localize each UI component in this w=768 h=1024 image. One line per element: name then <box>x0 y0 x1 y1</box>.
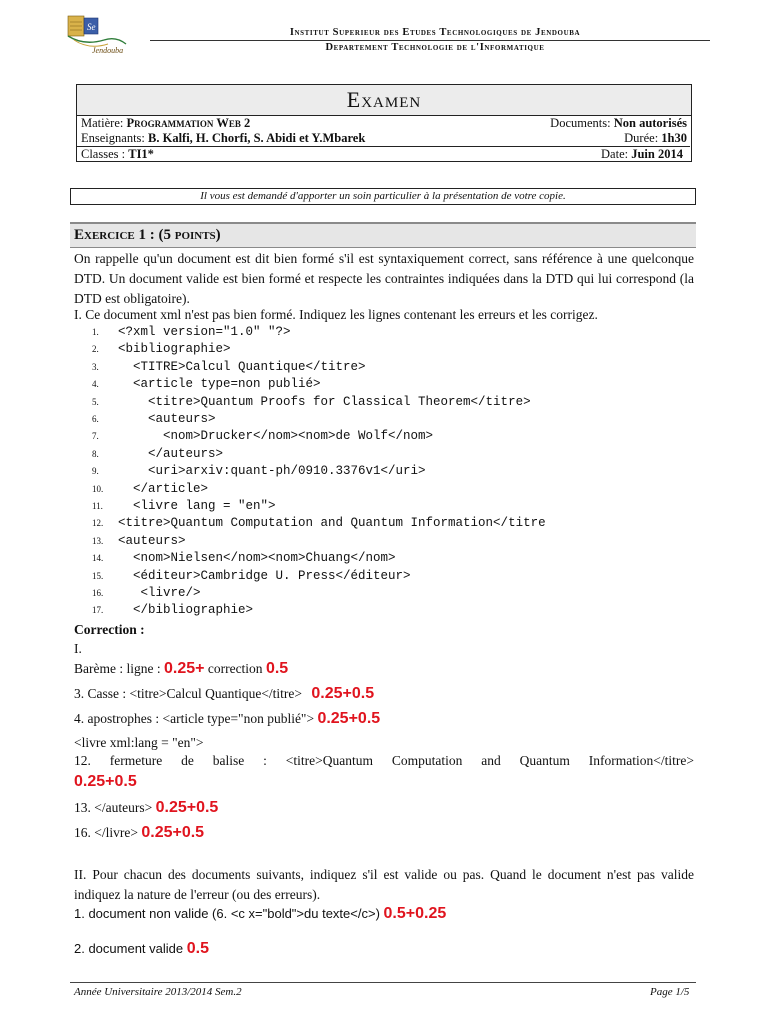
code-line-number: 9. <box>92 466 99 477</box>
doc-2-text: 2. document valide <box>74 941 184 956</box>
code-line <box>92 603 253 617</box>
correction-3-text: 3. Casse : <titre>Calcul Quantique</titre> <box>74 686 303 701</box>
code-line <box>92 447 223 461</box>
date-info <box>601 147 683 162</box>
code-line-number: 15. <box>92 570 104 581</box>
code-line <box>92 429 433 443</box>
code-line <box>92 569 411 583</box>
code-line-number: 12. <box>92 518 104 529</box>
doc-1-points: 0.5+0.25 <box>383 905 447 922</box>
code-line-text: <nom>Drucker</nom><nom>de Wolf</nom> <box>118 429 434 444</box>
code-line-text: <?xml version="1.0" "?> <box>118 325 291 339</box>
svg-text:Jendouba: Jendouba <box>92 46 124 55</box>
code-line-number: 3. <box>92 361 99 372</box>
correction-13-points: 0.25+0.5 <box>155 799 219 816</box>
exam-title: Examen <box>77 85 691 116</box>
code-line-text: </auteurs> <box>118 446 224 461</box>
code-line-number: 4. <box>92 379 99 390</box>
code-line-number: 17. <box>92 605 104 616</box>
exercise-1-part-1: I. Ce document xml n'est pas bien formé. Indiquez les lignes contenant les erreurs et les corrigez. <box>74 307 598 322</box>
svg-text:Se: Se <box>87 22 96 32</box>
doc-2-points: 0.5 <box>186 940 209 957</box>
duration-info <box>624 131 687 146</box>
code-line <box>92 412 216 426</box>
subject-value: Programmation Web 2 <box>126 116 251 130</box>
code-line-text: <titre>Quantum Computation and Quantum Information</titre <box>118 516 546 531</box>
code-line <box>92 377 321 391</box>
correction-label: Correction : <box>74 622 145 637</box>
classes-label: Classes : <box>81 147 126 161</box>
code-line <box>92 534 186 548</box>
bareme-line <box>74 660 288 678</box>
code-line <box>92 551 396 565</box>
exercise-1-heading: Exercice 1 : (5 points) <box>70 222 696 248</box>
code-line-text: <TITRE>Calcul Quantique</titre> <box>118 359 366 374</box>
footer-page-number: Page 1/5 <box>650 986 690 998</box>
classes-value: TI1* <box>128 147 154 161</box>
correction-4-points: 0.25+0.5 <box>317 710 381 727</box>
code-line <box>92 342 231 356</box>
subject-label: Matière: <box>81 116 124 130</box>
teachers-label: Enseignants: <box>81 131 145 145</box>
bareme-points-2: 0.5 <box>265 660 289 677</box>
code-line-number: 14. <box>92 553 104 564</box>
correction-3-points: 0.25+0.5 <box>311 685 375 702</box>
correction-4-text: 4. apostrophes : <article type="non publié"> <box>74 711 315 726</box>
code-line <box>92 360 366 374</box>
code-line-text: <livre/> <box>118 586 201 600</box>
code-line <box>92 516 546 530</box>
code-line-number: 8. <box>92 448 99 459</box>
code-line <box>92 482 208 496</box>
correction-16-text: 16. </livre> <box>74 825 138 840</box>
code-line-text: <uri>arxiv:quant-ph/0910.3376v1</uri> <box>118 464 426 479</box>
bareme-correction: correction <box>207 661 263 676</box>
code-line-number: 7. <box>92 431 99 442</box>
date-value: Juin 2014 <box>631 147 683 161</box>
code-line-text: <bibliographie> <box>118 342 231 357</box>
department-name: Departement Technologie de l'Informatique <box>325 42 545 53</box>
institute-logo <box>64 14 134 56</box>
part-2-instructions: II. Pour chacun des documents suivants, indiquez s'il est valide ou pas. Quand le document n'est pas valide indiquez la nature de l'erreur (ou des erreurs). <box>74 867 694 902</box>
code-line-text: </bibliographie> <box>118 603 254 618</box>
correction-13-text: 13. </auteurs> <box>74 800 153 815</box>
code-line-text: <auteurs> <box>118 533 186 548</box>
correction-line-3 <box>74 685 374 703</box>
duration-label: Durée: <box>624 131 659 145</box>
documents-label: Documents: <box>550 116 611 130</box>
code-line-text: <article type=non publié> <box>118 377 321 392</box>
correction-12-points-value: 0.25+0.5 <box>74 773 137 790</box>
documents-info <box>550 116 687 131</box>
exam-info-box <box>76 84 692 162</box>
correction-line-16 <box>74 824 204 842</box>
doc-1-text: 1. document non valide (6. <c x="bold">du texte</c>) <box>74 906 380 921</box>
code-line-text: </article> <box>118 481 209 496</box>
correction-roman: I. <box>74 641 82 656</box>
exam-row-subject <box>81 116 687 131</box>
presentation-notice: Il vous est demandé d'apporter un soin particulier à la présentation de votre copie. <box>70 188 696 205</box>
footer-divider <box>70 982 696 983</box>
institute-name: Institut Superieur des Etudes Technologiques de Jendouba <box>289 27 581 38</box>
code-line-number: 10. <box>92 483 104 494</box>
code-line-number: 6. <box>92 414 99 424</box>
code-line-text: <livre lang = "en"> <box>118 499 276 513</box>
code-line-text: <titre>Quantum Proofs for Classical Theorem</titre> <box>118 394 531 409</box>
duration-value: 1h30 <box>661 131 687 145</box>
code-line <box>92 499 276 513</box>
teachers-value: B. Kalfi, H. Chorfi, S. Abidi et Y.Mbarek <box>148 131 366 145</box>
code-line-number: 1. <box>92 327 99 337</box>
code-line <box>92 464 426 478</box>
code-line-number: 11. <box>92 501 103 511</box>
part-2-doc-2 <box>74 940 209 958</box>
code-line-number: 5. <box>92 396 99 407</box>
correction-line-11: <livre xml:lang = "en"> <box>74 735 204 750</box>
bareme-label: Barème : ligne : <box>74 661 161 676</box>
code-line-number: 16. <box>92 588 104 598</box>
code-line-text: <éditeur>Cambridge U. Press</éditeur> <box>118 568 411 583</box>
code-line-number: 13. <box>92 535 104 546</box>
code-line-text: <nom>Nielsen</nom><nom>Chuang</nom> <box>118 551 396 566</box>
code-line-text: <auteurs> <box>118 412 216 426</box>
part-2-doc-1 <box>74 905 446 923</box>
code-line <box>92 586 201 600</box>
header-divider <box>150 40 710 41</box>
code-line <box>92 325 291 339</box>
code-line <box>92 395 531 409</box>
date-label: Date: <box>601 147 629 161</box>
documents-value: Non autorisés <box>613 116 687 130</box>
exercise-1-intro: On rappelle qu'un document est dit bien formé s'il est syntaxiquement correct, sans référence à une quelconque DTD. Un document valide est bien formé et respecte les contraintes indiquées dans la DTD qui lui correspond (la DTD est obligatoire). <box>74 251 694 306</box>
correction-12-text: 12. fermeture de balise : <titre>Quantum Computation and Quantum Information</titre> <box>74 753 694 768</box>
code-line-number: 2. <box>92 344 99 355</box>
footer-academic-year: Année Universitaire 2013/2014 Sem.2 <box>74 986 242 998</box>
exam-row-classes <box>76 146 690 162</box>
correction-line-4 <box>74 710 380 728</box>
correction-12-points <box>74 773 137 791</box>
correction-16-points: 0.25+0.5 <box>141 824 205 841</box>
bareme-points: 0.25+ <box>163 660 205 677</box>
correction-line-13 <box>74 799 218 817</box>
exam-row-teachers <box>81 131 687 146</box>
